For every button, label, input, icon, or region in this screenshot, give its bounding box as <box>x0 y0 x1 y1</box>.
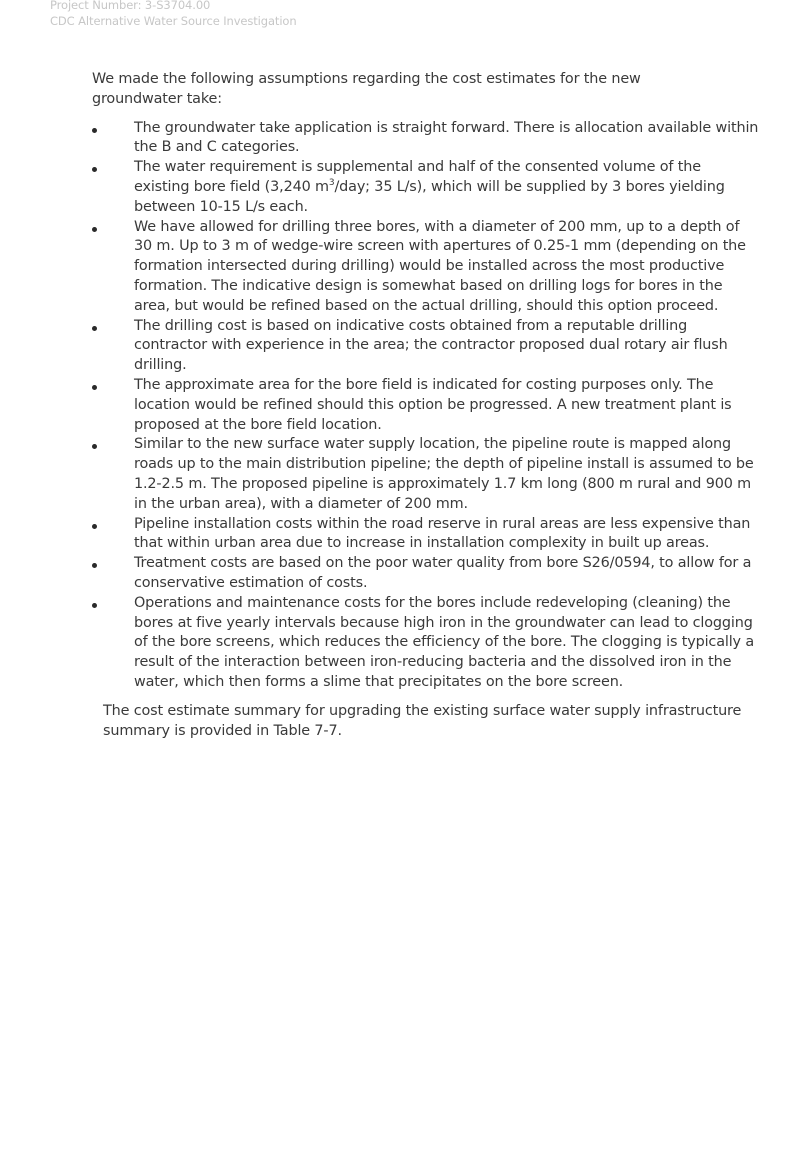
bullet-icon <box>92 376 98 396</box>
summary-paragraph: The cost estimate summary for upgrading the existing surface water supply infrastructure summary is provided in Table 7-7. <box>103 702 742 739</box>
list-item-text: The water requirement is supplemental and half of the consented volume of the existing bore field (3,240 $m^3$/day; 35 L/s), which will be supplied by 3 bores yielding between 10-15 L/s each. <box>134 159 725 215</box>
project-title: CDC Alternative Water Source Investigation <box>50 14 297 28</box>
list-item-text: We have allowed for drilling three bores, with a diameter of 200 mm, up to a depth of 30 m. Up to 3 m of wedge-wire screen with apertures of 0.25-1 mm (depending on the formation intersected during drilling) would be installed across the most productive formation. The indicative design is somewhat based on drilling logs for bores in the area, but would be refined based on the actual drilling, should this option proceed. <box>134 218 746 314</box>
list-item-text: Similar to the new surface water supply location, the pipeline route is mapped along roads up to the main distribution pipeline; the depth of pipeline install is assumed to be 1.2-2.5 m. The proposed pipeline is approximately 1.7 km long (800 m rural and 900 m in the urban area), with a diameter of 200 mm. <box>134 436 754 512</box>
bullet-icon <box>92 218 98 238</box>
list-item <box>92 376 760 435</box>
bullet-icon <box>92 317 98 337</box>
list-item <box>92 218 760 317</box>
bullet-icon <box>92 119 98 139</box>
list-item <box>92 435 760 514</box>
assumptions-list <box>92 119 760 693</box>
intro-paragraph: We made the following assumptions regarding the cost estimates for the new groundwater take: <box>92 71 641 107</box>
document-body <box>92 70 760 741</box>
superscript: 3 <box>328 177 335 188</box>
list-item <box>92 317 760 376</box>
list-item-text: The groundwater take application is straight forward. There is allocation available within the B and C categories. <box>134 119 759 156</box>
list-item-text: Treatment costs are based on the poor water quality from bore S26/0594, to allow for a conservative estimation of costs. <box>134 555 752 591</box>
bullet-icon <box>92 435 98 455</box>
list-item <box>92 554 760 594</box>
list-item-text: Operations and maintenance costs for the bores include redeveloping (cleaning) the bores at five yearly intervals because high iron in the groundwater can lead to clogging of the bore screens, which reduces the efficiency of the bore. The clogging is typically a result of the interaction between iron-reducing bacteria and the dissolved iron in the water, which then forms a slime that precipitates on the bore screen. <box>134 594 755 690</box>
bullet-icon <box>92 158 98 178</box>
bullet-icon <box>92 594 98 614</box>
list-item <box>92 594 760 693</box>
list-item-text: The approximate area for the bore field is indicated for costing purposes only. The location would be refined should this option be progressed. A new treatment plant is proposed at the bore field location. <box>134 376 732 433</box>
page-header <box>50 0 297 29</box>
list-item-text: Pipeline installation costs within the road reserve in rural areas are less expensive than that within urban area due to increase in installation complexity in built up areas. <box>134 515 751 552</box>
project-number: Project Number: 3-S3704.00 <box>50 0 211 12</box>
bullet-icon <box>92 515 98 535</box>
list-item <box>92 515 760 555</box>
list-item-text: The drilling cost is based on indicative costs obtained from a reputable drilling contractor with experience in the area; the contractor proposed dual rotary air flush drilling. <box>134 317 728 374</box>
bullet-icon <box>92 554 98 574</box>
list-item <box>92 158 760 217</box>
list-item <box>92 119 760 159</box>
